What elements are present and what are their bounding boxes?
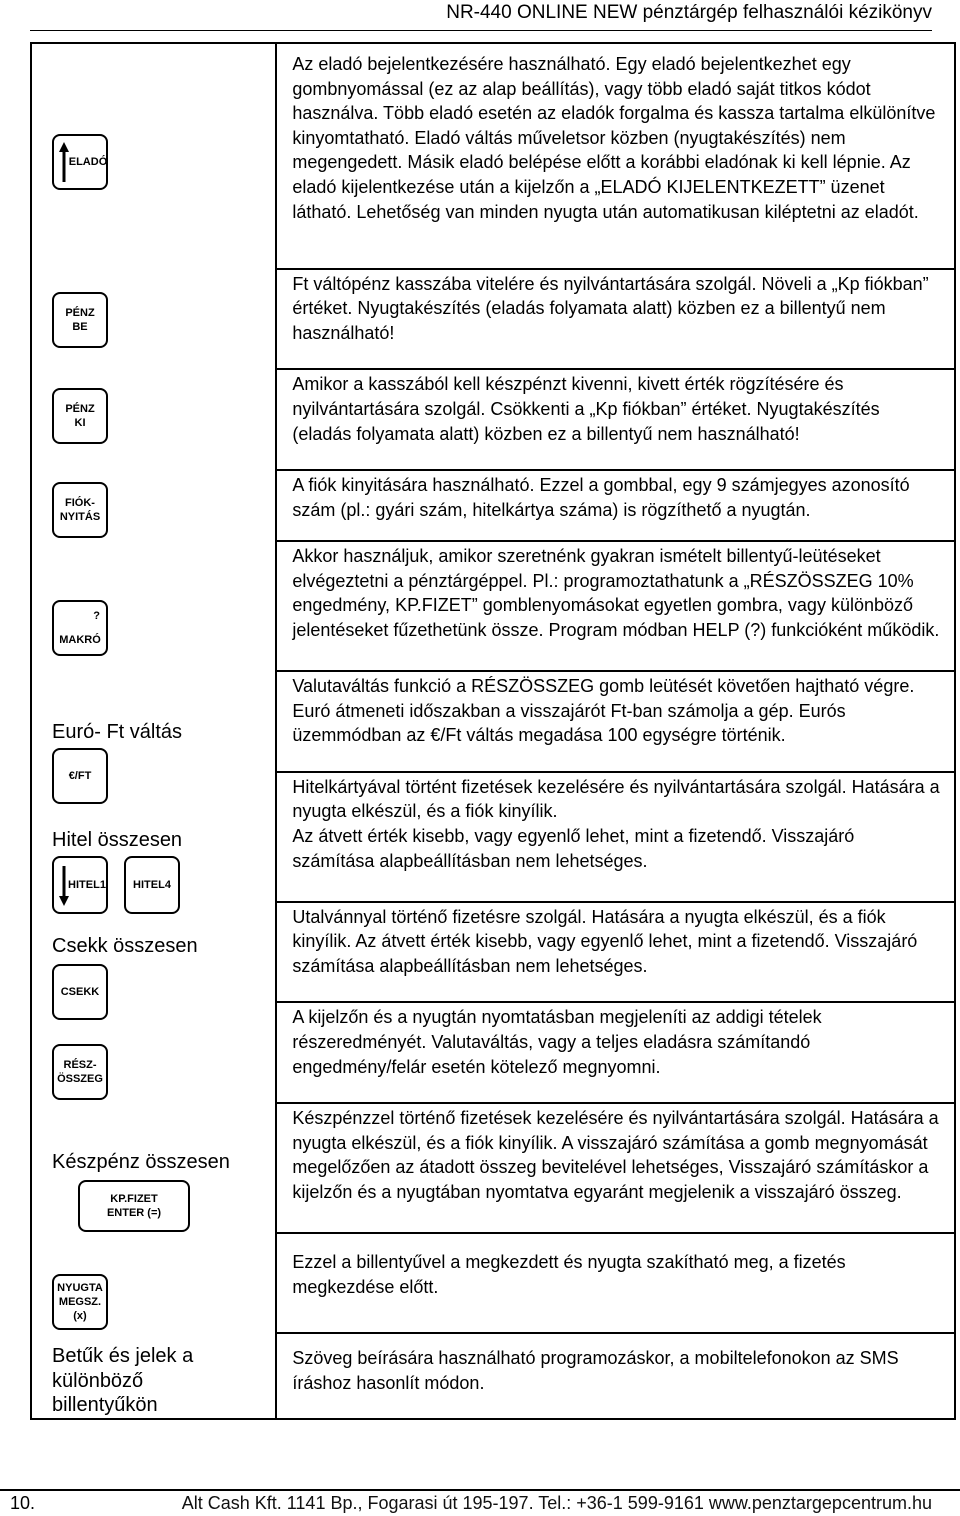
euro-group-label: Euró- Ft váltás [52,721,183,743]
csekk-key-label: CSEKK [60,986,100,998]
hitel1-key-label: HITEL1 [68,879,106,891]
euro-description: Valutaváltás funkció a RÉSZÖSSZEG gomb leütését követően hajtható végre. Euró átmeneti időszakban a visszajárót Ft-ban számolja a gép. Eurós üzemmódban az €/Ft váltás megadása 100 egységre történik. [292,676,915,746]
euro-description-cell [276,671,955,772]
nyugta-key-label-3: (x) [73,1310,87,1322]
hitel-group-label: Hitel összesen [52,829,183,851]
nyugta-megsz-key [52,1274,108,1330]
betuk-group-label [52,1344,193,1418]
penz-ki-key [52,388,108,444]
kpfizet-key-label-2: ENTER (=) [106,1207,162,1219]
hitel-description-1: Hitelkártyával történt fizetések kezelésére és nyilvántartására szolgál. Hatására a nyugta elkészül, és a fiók kinyílik. [292,776,940,822]
makro-description-cell [276,541,955,671]
keszpenz-group-label: Készpénz összesen [52,1151,230,1173]
footer-company: Alt Cash Kft. 1141 Bp., Fogarasi út 195-197. Tel.: +36-1 599-9161 www.penztargepcentrum.hu [181,1493,932,1513]
betuk-description: Szöveg beírására használható programozáskor, a mobiltelefonokon az SMS íráshoz hasonlít módon. [292,1348,899,1393]
hitel4-key [124,856,180,914]
resz-description-cell [276,1002,955,1103]
footer-rule [0,1489,960,1491]
penz-ki-key-label-1: PÉNZ [65,403,95,415]
nyugta-key-label-1: NYUGTA [57,1282,103,1294]
resz-key-label-1: RÉSZ- [63,1059,97,1071]
resz-key-label-2: ÖSSZEG [57,1073,103,1085]
elado-key-label: ELADÓ [68,156,108,168]
penz-be-key-label-1: PÉNZ [65,307,95,319]
elado-key [52,134,108,190]
elado-description: Az eladó bejelentkezésére használható. Egy eladó bejelentkezhet egy gombnyomással (ez az alap beállítás), vagy több eladó saját titkos kódot használva. Több eladó esetén az eladók forgalma és kassza tartalma elkülönítve kinyomtatható. Eladó váltás műveletsor közben (nyugtakészítés) nem megengedett. Másik eladó belépése előtt a korábbi eladónak ki kell lépnie. Az eladó kijelentkezése után a kijelzőn a „ELADÓ KIJELENTKEZETT” üzenet látható. Lehetőség van minden nyugta után automatikusan kiléptetni az eladót. [292,54,936,222]
nyugta-key-label-2: MEGSZ. [58,1296,102,1308]
help-question-mark: ? [93,610,100,622]
nyugta-description: Ezzel a billentyűvel a megkezdett és nyugta szakítható meg, a fizetés megkezdése előtt. [292,1252,846,1297]
hitel-description-2: Az átvett érték kisebb, vagy egyenlő lehet, mint a fizetendő. Visszajáró számítása alapbeállításban nem lehetséges. [292,825,855,871]
arrow-down-icon [59,866,69,906]
penz-be-key-label-2: BE [72,321,88,333]
csekk-group-label: Csekk összesen [52,935,198,957]
penz-ki-key-label-2: KI [74,417,86,429]
betuk-label-line-2: különböző [52,1369,144,1392]
euro-key-label: €/FT [68,770,92,782]
hitel-description [277,773,954,879]
makro-key-label: MAKRÓ [59,634,101,646]
betuk-description-cell [276,1333,955,1419]
betuk-label-line-1: Betűk és jelek a [52,1345,194,1367]
csekk-description: Utalvánnyal történő fizetésre szolgál. Hatására a nyugta elkészül, és a fiók kinyílik. Az átvett érték kisebb, vagy egyenlő lehet, mint a fizetendő. Visszajáró számítása alapbeállításban nem lehetséges. [292,906,918,977]
penz-ki-description: Amikor a kasszából kell készpénzt kivenni, kivett érték rögzítésére és nyilvántartására szolgál. Csökkenti a „Kp fiókban” értéket. Nyugtakészítés (eladás folyamata alatt) közben ez a billentyű nem használható! [292,374,880,444]
csekk-description-cell [276,902,955,1003]
kpfizet-key-label-1: KP.FIZET [110,1193,158,1205]
makro-description: Akkor használjuk, amikor szeretnénk gyakran ismételt billentyű-leütéseket elvégeztetni a pénztárgéppel. Pl.: programoztathatunk a „RÉSZÖSSZEG 10% engedmény, KP.FIZET” gomblenyomásokat egyetlen gombra, vagy különböző jelentéseket fűzethetünk össze. Program módban HELP (?) funkcióként működik. [292,546,940,640]
key-column [31,43,276,1419]
penz-be-description-cell [276,269,955,370]
fiok-description: A fiók kinyitására használható. Ezzel a gombbal, egy 9 számjegyes azonosító szám (pl.: gyári szám, hitelkártya száma) is rögzíthető a nyugtán. [292,475,910,520]
nyugta-description-cell [276,1233,955,1333]
penz-be-description: Ft váltópénz kasszába vitelére és nyilvántartására szolgál. Növeli a „Kp fiókban” értéket. Nyugtakészítés (eladás folyamata alatt) közben ez a billentyű nem használható! [292,273,929,344]
key-description-table [30,42,956,1420]
penz-be-key [52,292,108,348]
elado-description-cell [276,43,955,269]
kpfizet-description: Készpénzzel történő fizetések kezelésére és nyilvántartására szolgál. Hatására a nyugta elkészül, és a fiók kinyílik. A visszajáró számítása a gomb megnyomását megelőzően az átadott összeg bevitelével lehetséges, Visszajáró számításkor a kijelzőn és a nyugtában nyomtatva egyaránt megjelenik a visszajáró összeg. [292,1108,939,1202]
euro-ft-key [52,748,108,804]
fiok-nyitas-key [52,482,108,538]
fiok-key-label-2: NYITÁS [59,511,101,523]
hitel1-key [52,856,108,914]
fiok-description-cell [276,470,955,541]
page-header: NR-440 ONLINE NEW pénztárgép felhasználói kézikönyv [446,2,932,23]
page-number: 10. [10,1493,36,1513]
kpfizet-description-cell [276,1103,955,1233]
resz-description: A kijelzőn és a nyugtán nyomtatásban megjeleníti az addigi tételek részeredményét. Valutaváltás, vagy a teljes eladásra számítandó engedmény/felár esetén kötelező megnyomni. [292,1007,822,1077]
csekk-key [52,964,108,1020]
kp-fizet-key [78,1180,190,1232]
header-rule [30,30,932,31]
hitel4-key-label: HITEL4 [133,879,171,891]
penz-ki-description-cell [276,369,955,470]
betuk-label-line-3: billentyűkön [52,1394,158,1416]
hitel-description-cell [276,772,955,902]
arrow-up-icon [59,142,69,182]
reszosszeg-key [52,1044,108,1100]
fiok-key-label-1: FIÓK- [65,497,95,509]
makro-key [52,600,108,656]
